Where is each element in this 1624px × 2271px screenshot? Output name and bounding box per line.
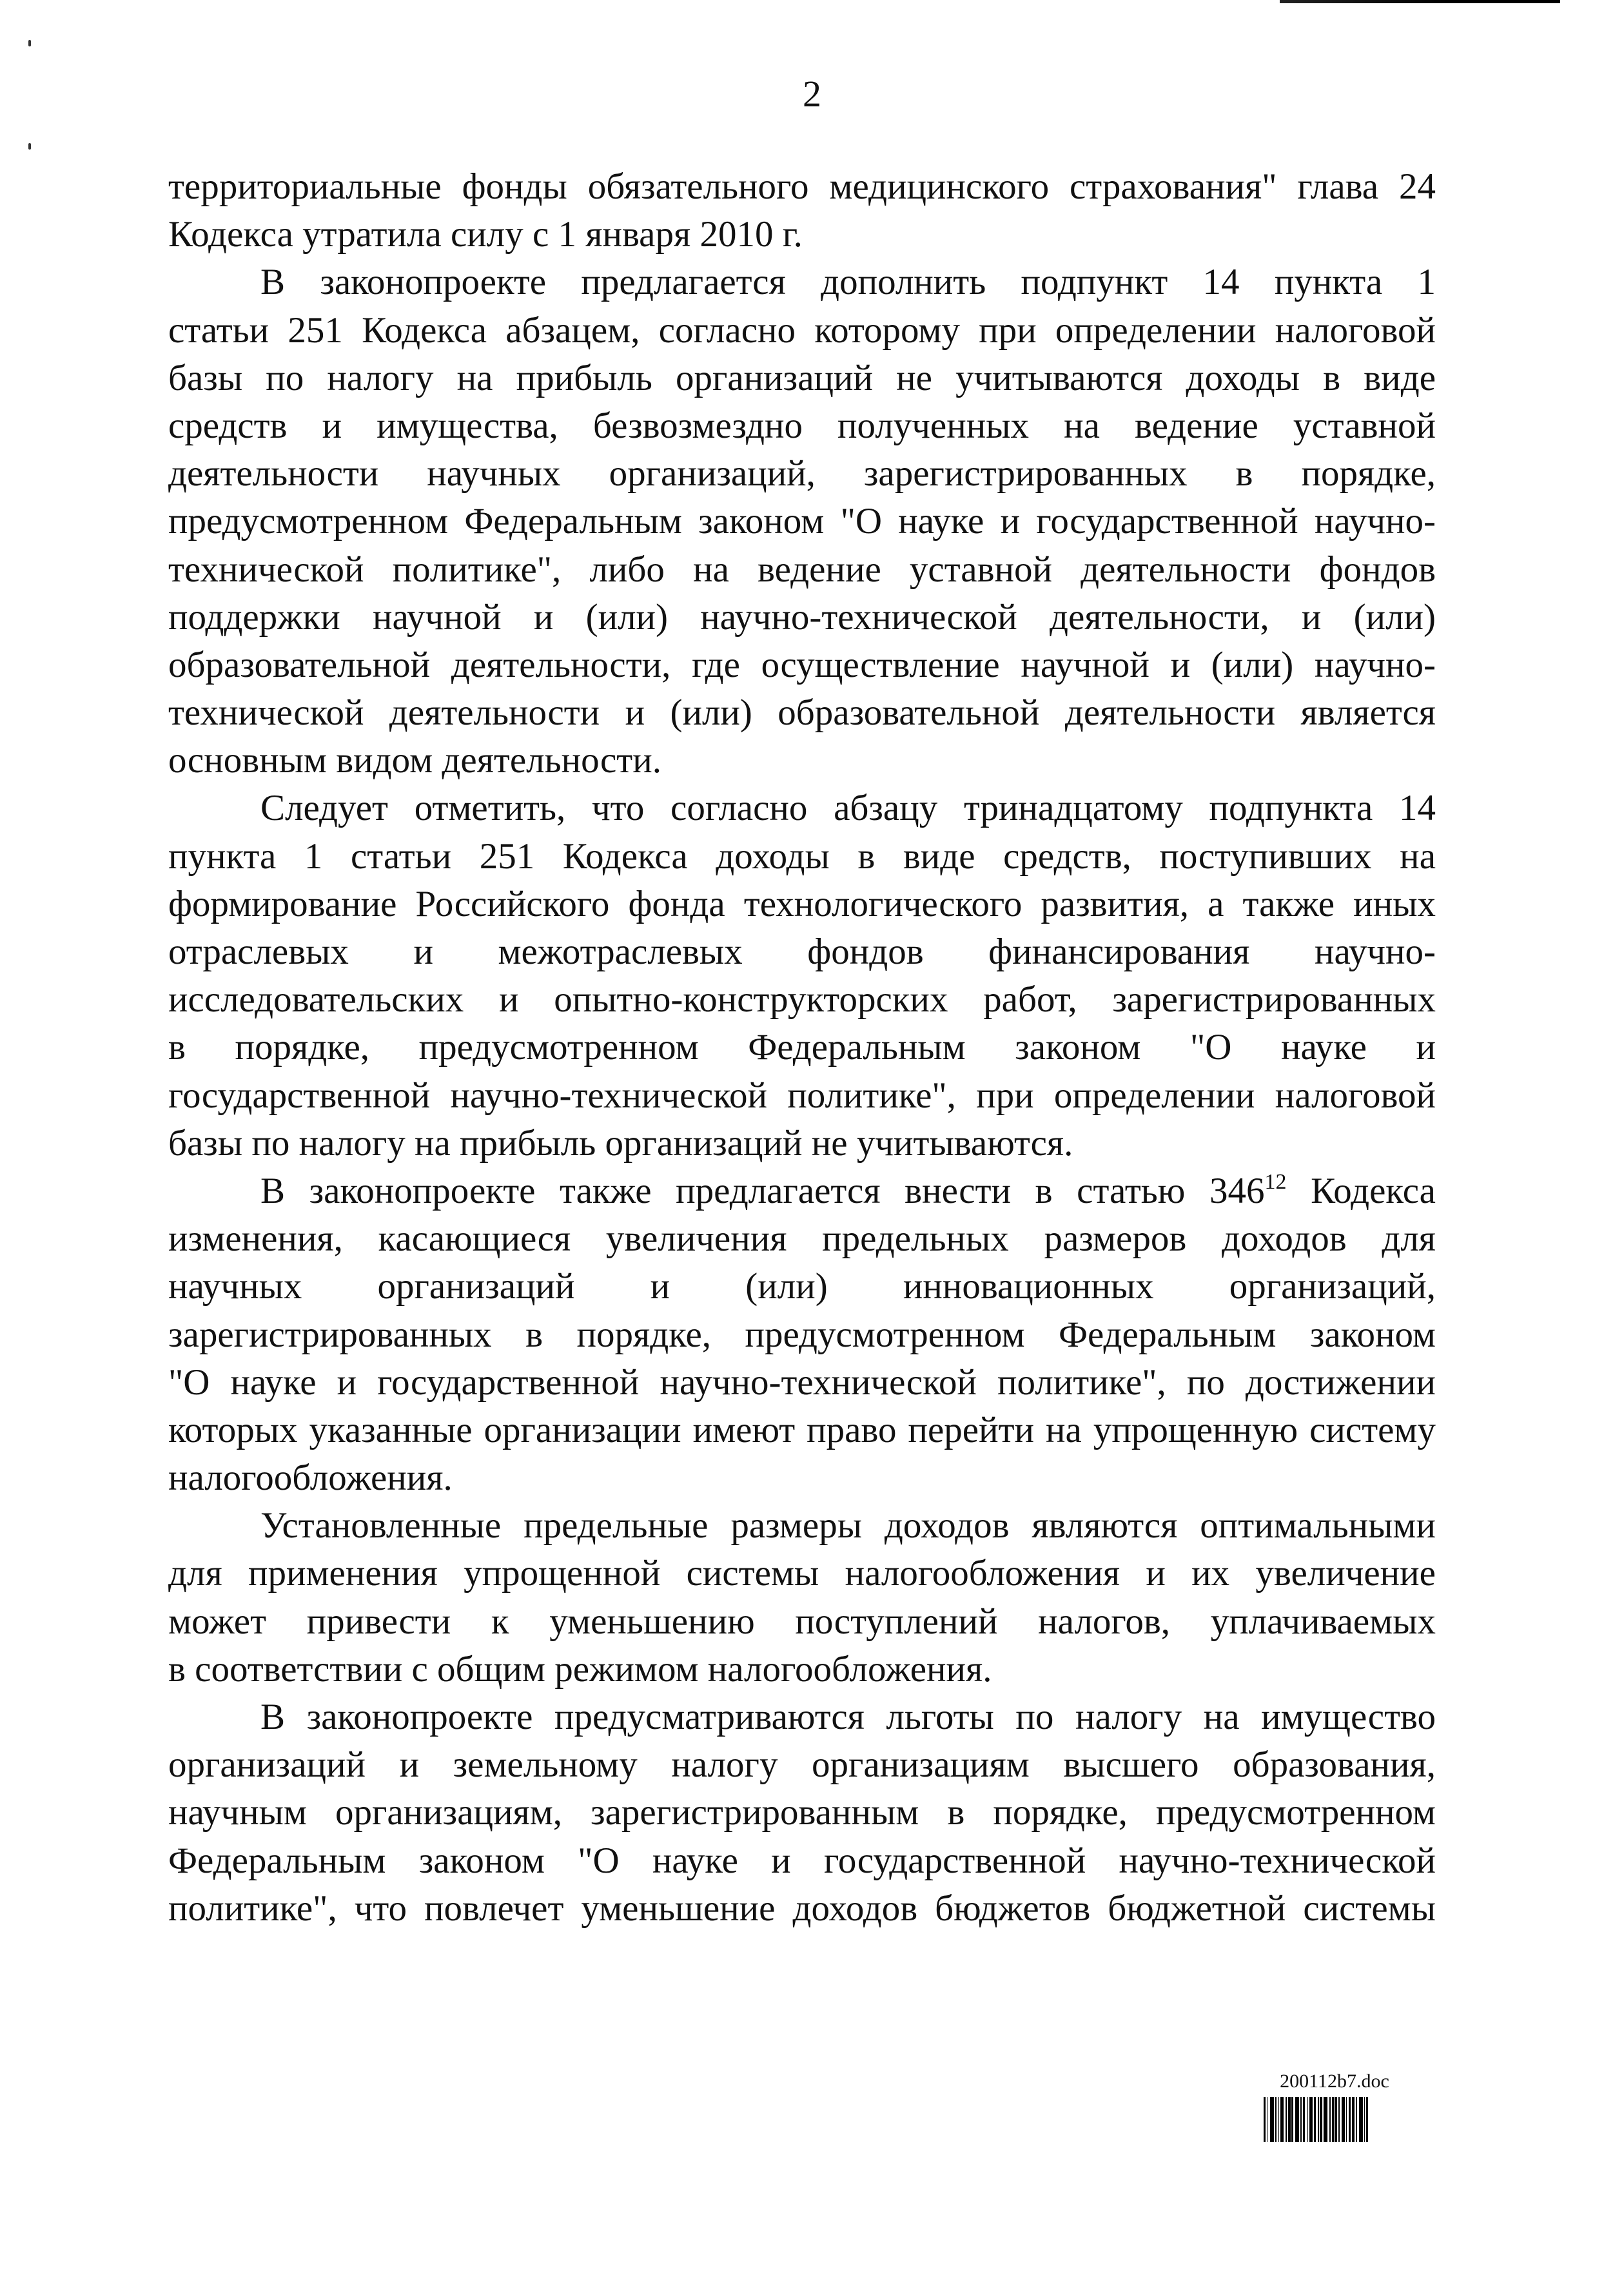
text-line: В законопроекте предлагается дополнить подпункт 14 пункта 1 bbox=[260, 262, 1436, 303]
text-line: основным видом деятельности. bbox=[168, 740, 661, 781]
text-line: налогообложения. bbox=[168, 1457, 453, 1499]
text-line: пункта 1 статьи 251 Кодекса доходы в виде средств, поступивших на bbox=[168, 835, 1436, 877]
text-line: в соответствии с общим режимом налогообложения. bbox=[168, 1648, 992, 1690]
text-line: Федеральным законом "О науке и государственной научно-технической bbox=[168, 1840, 1436, 1881]
scan-edge-line bbox=[1280, 0, 1560, 3]
paragraph bbox=[168, 1693, 1436, 1933]
text-line: организаций и земельному налогу организациям высшего образования, bbox=[168, 1744, 1436, 1786]
text-line: Кодекса утратила силу с 1 января 2010 г. bbox=[168, 214, 803, 255]
text-line: технической политике", либо на ведение уставной деятельности фондов bbox=[168, 549, 1436, 590]
text-line: территориальные фонды обязательного медицинского страхования" глава 24 bbox=[168, 166, 1436, 207]
text-line: поддержки научной и (или) научно-технической деятельности, и (или) bbox=[168, 596, 1436, 638]
text-line: политике", что повлечет уменьшение доходов бюджетов бюджетной системы bbox=[168, 1887, 1436, 1929]
text-line: средств и имущества, безвозмездно полученных на ведение уставной bbox=[168, 405, 1436, 446]
text-line: технической деятельности и (или) образовательной деятельности является bbox=[168, 692, 1436, 734]
text-line: научных организаций и (или) инновационных организаций, bbox=[168, 1266, 1436, 1307]
text-line: Следует отметить, что согласно абзацу тринадцатому подпункта 14 bbox=[260, 788, 1436, 829]
text-line: базы по налогу на прибыль организаций не учитываются доходы в виде bbox=[168, 357, 1436, 398]
text-line bbox=[168, 1167, 1436, 1215]
text-line: в порядке, предусмотренном Федеральным законом "О науке и bbox=[168, 1027, 1436, 1068]
text-line: Установленные предельные размеры доходов являются оптимальными bbox=[260, 1505, 1436, 1546]
text-line: деятельности научных организаций, зарегистрированных в порядке, bbox=[168, 453, 1436, 494]
text-line: для применения упрощенной системы налогообложения и их увеличение bbox=[168, 1553, 1436, 1594]
text-line: базы по налогу на прибыль организаций не учитываются. bbox=[168, 1122, 1073, 1164]
document-body bbox=[168, 163, 1436, 1933]
document-id: 200112b7.doc bbox=[1280, 2071, 1389, 2092]
page-number: 2 bbox=[803, 73, 821, 115]
text-line: исследовательских и опытно-конструкторских работ, зарегистрированных bbox=[168, 979, 1436, 1020]
text-line: формирование Российского фонда технологического развития, а также иных bbox=[168, 883, 1436, 924]
text-line: "О науке и государственной научно-технической политике", по достижении bbox=[168, 1361, 1436, 1403]
paragraph bbox=[168, 1502, 1436, 1693]
text-line: изменения, касающиеся увеличения предельных размеров доходов для bbox=[168, 1218, 1436, 1260]
barcode bbox=[1264, 2097, 1405, 2142]
text-line: В законопроекте предусматриваются льготы по налогу на имущество bbox=[260, 1697, 1436, 1737]
barcode-bar bbox=[1368, 2097, 1371, 2142]
text-line: образовательной деятельности, где осуществление научной и (или) научно- bbox=[168, 644, 1436, 685]
paragraph bbox=[168, 258, 1436, 785]
text-segment: В законопроекте также предлагается внести в статью 346 bbox=[260, 1170, 1265, 1211]
paragraph bbox=[168, 163, 1436, 258]
scan-artifact-mark bbox=[28, 143, 31, 150]
text-segment: Кодекса bbox=[1286, 1170, 1436, 1211]
text-line: может привести к уменьшению поступлений налогов, уплачиваемых bbox=[168, 1601, 1436, 1642]
text-line: статьи 251 Кодекса абзацем, согласно которому при определении налоговой bbox=[168, 309, 1436, 351]
text-line: отраслевых и межотраслевых фондов финансирования научно- bbox=[168, 931, 1436, 972]
paragraph bbox=[168, 1167, 1436, 1502]
text-line: научным организациям, зарегистрированным в порядке, предусмотренном bbox=[168, 1792, 1436, 1833]
text-line: предусмотренном Федеральным законом "О науке и государственной научно- bbox=[168, 501, 1436, 542]
text-line: зарегистрированных в порядке, предусмотренном Федеральным законом bbox=[168, 1314, 1436, 1355]
text-line: государственной научно-технической политике", при определении налоговой bbox=[168, 1075, 1436, 1116]
scan-artifact-mark bbox=[28, 40, 31, 46]
paragraph bbox=[168, 785, 1436, 1167]
superscript: 12 bbox=[1264, 1169, 1287, 1194]
text-line: которых указанные организации имеют право перейти на упрощенную систему bbox=[168, 1409, 1436, 1450]
